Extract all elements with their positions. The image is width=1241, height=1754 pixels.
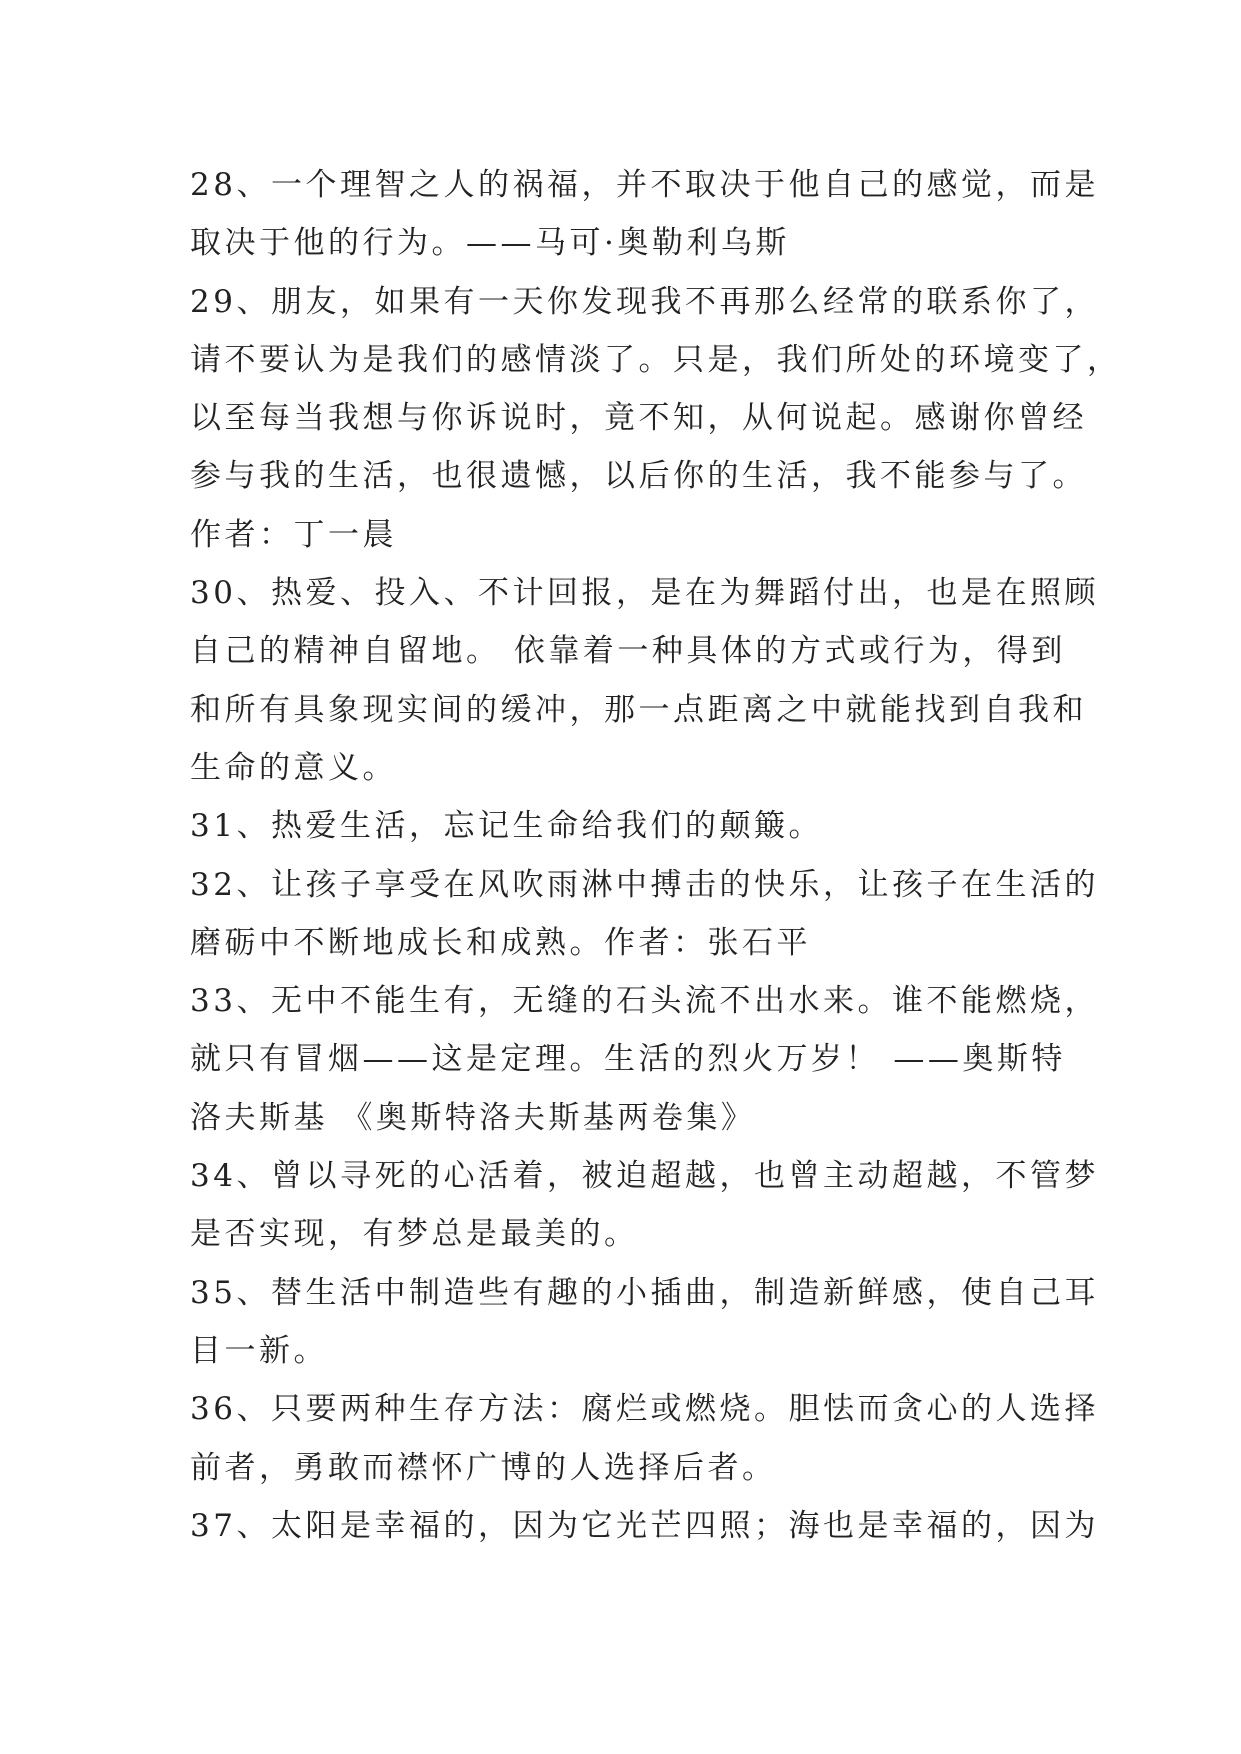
text-line: 取决于他的行为。——马可·奥勒利乌斯	[190, 225, 790, 262]
text-line: 31、热爱生活，忘记生命给我们的颠簸。	[190, 808, 823, 845]
text-line: 35、替生活中制造些有趣的小插曲，制造新鲜感，使自己耳	[190, 1274, 1099, 1311]
text-line: 磨砺中不断地成长和成熟。作者：张石平	[190, 924, 811, 961]
text-line: 参与我的生活，也很遗憾，以后你的生活，我不能参与了。	[190, 458, 1087, 495]
text-line: 33、无中不能生有，无缝的石头流不出水来。谁不能燃烧，	[190, 983, 1099, 1020]
text-line: 请不要认为是我们的感情淡了。只是，我们所处的环境变了，	[190, 341, 1122, 378]
text-line: 目一新。	[190, 1332, 328, 1369]
text-line: 36、只要两种生存方法：腐烂或燃烧。胆怯而贪心的人选择	[190, 1391, 1099, 1428]
text-line: 生命的意义。	[190, 749, 397, 786]
text-line: 是否实现，有梦总是最美的。	[190, 1216, 639, 1253]
text-line: 洛夫斯基 《奥斯特洛夫斯基两卷集》	[190, 1099, 756, 1136]
text-line: 前者，勇敢而襟怀广博的人选择后者。	[190, 1449, 777, 1486]
text-line: 和所有具象现实间的缓冲，那一点距离之中就能找到自我和	[190, 691, 1087, 728]
text-line: 37、太阳是幸福的，因为它光芒四照；海也是幸福的，因为	[190, 1507, 1099, 1544]
text-line: 32、让孩子享受在风吹雨淋中搏击的快乐，让孩子在生活的	[190, 866, 1099, 903]
text-line: 30、热爱、投入、不计回报，是在为舞蹈付出，也是在照顾	[190, 575, 1099, 612]
text-line: 作者：丁一晨	[190, 516, 397, 553]
text-line: 就只有冒烟——这是定理。生活的烈火万岁！ ——奥斯特	[190, 1041, 1066, 1078]
text-line: 34、曾以寻死的心活着，被迫超越，也曾主动超越，不管梦	[190, 1158, 1099, 1195]
text-line: 28、一个理智之人的祸福，并不取决于他自己的感觉，而是	[190, 167, 1099, 203]
text-line: 自己的精神自留地。 依靠着一种具体的方式或行为，得到	[190, 633, 1066, 670]
text-line: 以至每当我想与你诉说时，竟不知，从何说起。感谢你曾经	[190, 400, 1087, 437]
document-body	[190, 156, 1122, 1555]
text-line: 29、朋友，如果有一天你发现我不再那么经常的联系你了，	[190, 283, 1099, 320]
